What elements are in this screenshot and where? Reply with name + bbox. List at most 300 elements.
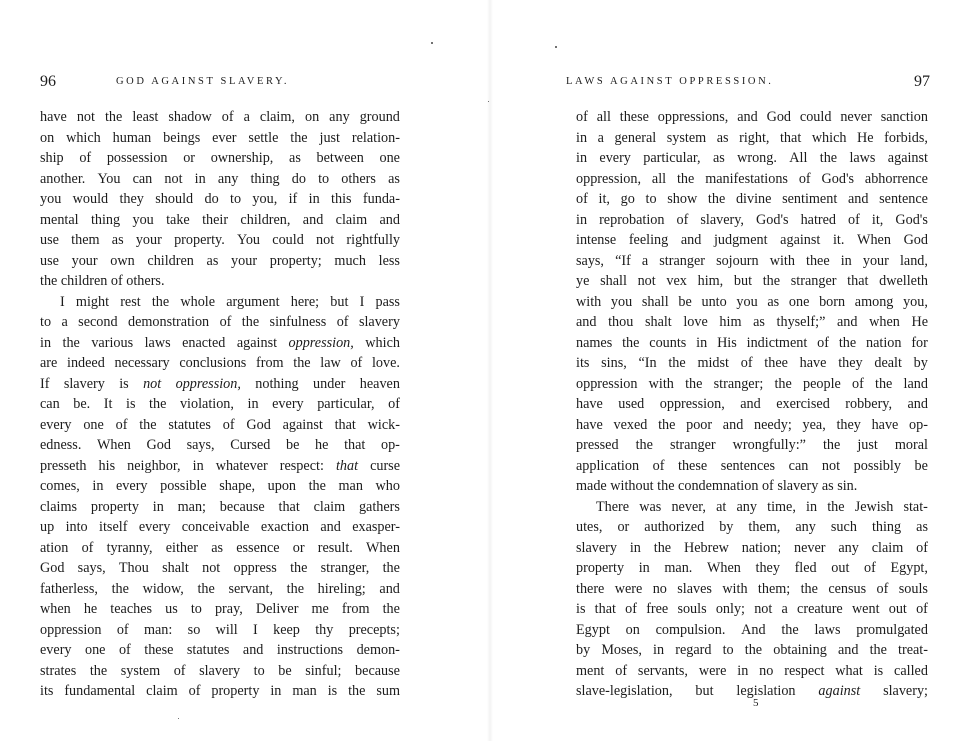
word: His bbox=[717, 334, 737, 351]
word: do bbox=[291, 170, 306, 187]
word: among bbox=[854, 293, 894, 310]
word: the bbox=[382, 560, 400, 576]
word: He bbox=[857, 129, 874, 146]
word: rest bbox=[120, 293, 141, 310]
word: no bbox=[759, 662, 774, 679]
word: oppression, bbox=[659, 396, 725, 412]
word: when bbox=[869, 314, 900, 330]
word: enacted bbox=[182, 334, 226, 351]
word: sentiment bbox=[782, 191, 838, 207]
word: are bbox=[40, 355, 58, 371]
word: of bbox=[81, 539, 94, 556]
word: God bbox=[903, 232, 928, 248]
word: any bbox=[795, 519, 816, 535]
right-page-number: 97 bbox=[914, 73, 930, 90]
word: of bbox=[916, 601, 928, 617]
word: a bbox=[641, 252, 649, 269]
text-line bbox=[576, 230, 928, 251]
word: the bbox=[707, 191, 726, 207]
word: in bbox=[194, 170, 206, 187]
word: as bbox=[916, 519, 928, 535]
word: obtaining bbox=[773, 642, 827, 658]
word: that bbox=[334, 416, 356, 433]
word: vex bbox=[666, 273, 687, 289]
word: might bbox=[75, 293, 110, 310]
word: the bbox=[762, 273, 781, 289]
word: for bbox=[911, 334, 928, 351]
text-line bbox=[40, 415, 400, 436]
word: your bbox=[135, 232, 162, 248]
word: in bbox=[629, 539, 641, 556]
word: you, bbox=[252, 191, 278, 207]
word: on bbox=[625, 621, 640, 638]
text-line bbox=[576, 271, 928, 292]
word: statutes bbox=[186, 642, 230, 658]
word: any bbox=[217, 170, 239, 187]
word: or bbox=[292, 539, 305, 556]
word: right, bbox=[739, 129, 770, 146]
word: is bbox=[126, 396, 136, 412]
word: property. bbox=[174, 232, 225, 248]
word: they bbox=[119, 191, 144, 207]
word: with bbox=[769, 252, 795, 269]
word: which bbox=[811, 129, 847, 146]
text-line bbox=[40, 599, 400, 620]
word: every bbox=[138, 519, 171, 535]
word: in bbox=[576, 211, 588, 228]
word: Cursed bbox=[230, 437, 271, 453]
word: application bbox=[576, 457, 640, 474]
word: various bbox=[91, 334, 134, 351]
word: general bbox=[614, 129, 657, 146]
word: of bbox=[798, 170, 811, 187]
word: as bbox=[712, 150, 725, 166]
word: claim bbox=[313, 498, 346, 515]
word: slavery; bbox=[883, 683, 928, 699]
word: the bbox=[308, 478, 326, 494]
word: under bbox=[313, 375, 346, 392]
word: oppression, bbox=[288, 334, 354, 351]
word: sojourn bbox=[716, 252, 759, 269]
word: necessary bbox=[114, 355, 170, 371]
word: Egypt, bbox=[890, 560, 928, 576]
word: exercised bbox=[776, 396, 830, 412]
word: claim bbox=[146, 683, 178, 699]
word: as bbox=[211, 539, 224, 556]
word: the bbox=[111, 580, 129, 597]
word: property bbox=[211, 683, 260, 699]
word: All bbox=[789, 150, 808, 166]
text-line bbox=[40, 251, 400, 272]
word: the bbox=[781, 621, 799, 638]
word: any bbox=[329, 109, 350, 125]
word: every bbox=[116, 478, 148, 494]
text-line bbox=[576, 251, 928, 272]
word: the bbox=[676, 170, 695, 187]
word: of bbox=[336, 314, 349, 330]
text-line bbox=[576, 107, 928, 128]
word: shadow bbox=[168, 109, 212, 125]
word: thy bbox=[315, 621, 334, 638]
word: “If bbox=[615, 252, 631, 269]
word: take bbox=[166, 211, 190, 228]
word: one bbox=[84, 642, 106, 658]
word: ye bbox=[576, 273, 590, 289]
word: and bbox=[907, 396, 928, 412]
word: in bbox=[270, 683, 282, 699]
word: property bbox=[90, 498, 139, 515]
word: free bbox=[646, 601, 669, 617]
text-line bbox=[40, 353, 400, 374]
word: me bbox=[311, 601, 329, 617]
word: of bbox=[916, 539, 928, 556]
word: souls bbox=[677, 601, 707, 617]
word: sentence bbox=[879, 191, 928, 207]
word: with bbox=[648, 375, 674, 392]
word: the bbox=[838, 334, 857, 351]
word: the bbox=[869, 642, 887, 658]
text-line bbox=[576, 558, 928, 579]
word: they bbox=[836, 416, 861, 433]
text-line bbox=[40, 128, 400, 149]
word: slavery, bbox=[700, 211, 744, 228]
word: be bbox=[678, 293, 692, 310]
text-line bbox=[40, 538, 400, 559]
word: of bbox=[876, 580, 889, 597]
word: stranger, bbox=[320, 560, 370, 576]
word: with bbox=[576, 293, 602, 310]
word: He bbox=[911, 314, 928, 330]
word: never bbox=[793, 539, 826, 556]
word: and bbox=[837, 314, 858, 330]
word: upon bbox=[267, 478, 296, 494]
word: system bbox=[120, 662, 161, 679]
word: slave-legislation, bbox=[576, 683, 673, 699]
word: of bbox=[388, 396, 400, 412]
word: against bbox=[282, 416, 323, 433]
word: and bbox=[837, 642, 859, 658]
word: thing bbox=[90, 211, 121, 228]
word: Jewish bbox=[854, 498, 894, 515]
word: you bbox=[736, 293, 758, 310]
word: laws bbox=[144, 334, 171, 351]
word: op- bbox=[909, 416, 928, 433]
word: thee bbox=[806, 252, 830, 269]
word: of bbox=[848, 211, 860, 228]
word: of bbox=[625, 601, 637, 617]
word: it, bbox=[871, 211, 884, 228]
word: authorized bbox=[644, 519, 705, 535]
word: the bbox=[197, 580, 215, 597]
word: law bbox=[320, 355, 341, 371]
word: neighbor, bbox=[127, 457, 181, 474]
word: by bbox=[719, 519, 734, 535]
word: I bbox=[253, 621, 258, 638]
word: of bbox=[676, 211, 689, 228]
word: oppression, bbox=[576, 170, 642, 187]
word: every bbox=[599, 150, 631, 166]
word: the bbox=[290, 560, 308, 576]
word: in bbox=[840, 252, 852, 269]
word: use bbox=[40, 232, 59, 248]
signature-mark: 5 bbox=[753, 697, 759, 709]
word: Thou bbox=[118, 560, 149, 576]
word: census bbox=[828, 580, 867, 597]
word: hatred bbox=[800, 211, 837, 228]
word: fatherless, bbox=[40, 580, 98, 597]
left-page-number: 96 bbox=[40, 73, 56, 90]
left-page-text bbox=[40, 107, 400, 702]
word: these bbox=[144, 642, 174, 658]
word: Deliver bbox=[255, 601, 299, 617]
text-line bbox=[40, 558, 400, 579]
text-line: made without the condemnation of slavery as sin. bbox=[576, 478, 858, 494]
word: regard bbox=[675, 642, 712, 658]
word: settle bbox=[248, 129, 279, 146]
word: of bbox=[115, 416, 128, 433]
word: in bbox=[576, 150, 588, 166]
word: it, bbox=[598, 191, 610, 207]
word: indictment bbox=[746, 334, 808, 351]
text-line bbox=[576, 333, 928, 354]
text-line bbox=[40, 640, 400, 661]
word: intense bbox=[576, 232, 617, 248]
word: to bbox=[318, 170, 330, 187]
word: God bbox=[40, 560, 65, 576]
word: of bbox=[576, 109, 588, 125]
word: the bbox=[293, 355, 311, 371]
word: but bbox=[733, 273, 753, 289]
word: and bbox=[379, 211, 400, 228]
text-line bbox=[576, 128, 928, 149]
word: not bbox=[821, 457, 841, 474]
word: in bbox=[247, 396, 259, 412]
word: sins, bbox=[601, 355, 627, 371]
word: counts bbox=[649, 334, 687, 351]
word: never bbox=[840, 109, 872, 125]
word: a bbox=[781, 601, 788, 617]
word: midst bbox=[697, 355, 729, 371]
word: the bbox=[774, 375, 792, 392]
word: time, bbox=[767, 498, 796, 515]
word: least bbox=[132, 109, 159, 125]
word: respect bbox=[784, 662, 825, 679]
word: conceivable bbox=[181, 519, 250, 535]
ink-speck bbox=[178, 718, 179, 719]
word: particular, bbox=[317, 396, 375, 412]
word: divine bbox=[735, 191, 772, 207]
word: that bbox=[594, 601, 616, 617]
word: instructions bbox=[276, 642, 344, 658]
word: against bbox=[887, 150, 928, 166]
word: to bbox=[230, 191, 242, 207]
word: its bbox=[40, 683, 54, 699]
word: result. bbox=[317, 539, 353, 556]
left-running-title: GOD AGAINST SLAVERY. bbox=[116, 76, 290, 87]
word: as bbox=[289, 150, 301, 166]
text-line bbox=[576, 661, 928, 682]
word: ground bbox=[359, 109, 400, 125]
text-line bbox=[40, 169, 400, 190]
word: but bbox=[330, 293, 349, 310]
word: which bbox=[365, 334, 400, 351]
word: which bbox=[66, 129, 101, 146]
word: it. bbox=[832, 232, 845, 248]
word: in bbox=[653, 642, 665, 658]
word: any bbox=[838, 539, 859, 556]
word: man bbox=[338, 478, 363, 494]
word: born bbox=[819, 293, 846, 310]
word: fundamental bbox=[64, 683, 136, 699]
text-line bbox=[576, 579, 928, 600]
word: the bbox=[139, 416, 157, 433]
word: claim bbox=[335, 211, 368, 228]
word: You bbox=[237, 232, 261, 248]
word: any bbox=[736, 498, 757, 515]
word: op- bbox=[380, 437, 400, 453]
word: servant, bbox=[228, 580, 274, 597]
word: the bbox=[800, 580, 818, 597]
word: will bbox=[215, 621, 238, 638]
word: the bbox=[819, 150, 838, 166]
word: thou bbox=[608, 314, 634, 330]
word: children bbox=[147, 252, 194, 269]
word: When bbox=[706, 560, 741, 576]
word: stranger bbox=[790, 273, 837, 289]
word: have bbox=[576, 416, 603, 433]
word: to bbox=[190, 601, 202, 617]
word: up bbox=[40, 519, 55, 535]
word: others bbox=[341, 170, 376, 187]
word: that bbox=[278, 498, 300, 515]
ink-speck bbox=[488, 101, 489, 102]
word: all bbox=[596, 109, 611, 125]
word: says, bbox=[186, 437, 215, 453]
word: of bbox=[350, 355, 363, 371]
word: not bbox=[316, 232, 335, 248]
word: that bbox=[779, 129, 802, 146]
text-line bbox=[40, 374, 400, 395]
word: creature bbox=[797, 601, 843, 617]
word: them bbox=[71, 232, 100, 248]
word: and bbox=[680, 232, 702, 248]
word: as bbox=[111, 232, 124, 248]
word: slavery bbox=[199, 662, 241, 679]
word: claim bbox=[871, 539, 904, 556]
word: pray, bbox=[214, 601, 243, 617]
word: God bbox=[246, 416, 271, 433]
word: in bbox=[576, 129, 588, 146]
word: keep bbox=[273, 621, 300, 638]
word: in bbox=[152, 498, 164, 515]
word: show bbox=[667, 191, 698, 207]
word: demonstration bbox=[127, 314, 210, 330]
word: the bbox=[653, 539, 672, 556]
word: they bbox=[755, 560, 780, 576]
word: not bbox=[202, 560, 221, 576]
word: nation; bbox=[741, 539, 782, 556]
word: in bbox=[737, 662, 749, 679]
text-line bbox=[576, 353, 928, 374]
word: the bbox=[151, 293, 170, 310]
word: of bbox=[864, 560, 876, 576]
word: the bbox=[382, 601, 400, 617]
word: your bbox=[862, 252, 889, 269]
word: God bbox=[766, 109, 792, 125]
word: indeed bbox=[67, 355, 105, 371]
word: compulsion. bbox=[655, 621, 726, 638]
text-line bbox=[576, 517, 928, 538]
word: stat- bbox=[903, 498, 928, 515]
word: essence bbox=[236, 539, 280, 556]
word: dwelleth bbox=[879, 273, 928, 289]
word: God's bbox=[756, 211, 789, 228]
word: comes, bbox=[40, 478, 80, 494]
word: forbids, bbox=[884, 129, 928, 146]
word: one bbox=[379, 150, 400, 166]
word: a bbox=[243, 109, 250, 125]
word: the bbox=[104, 109, 123, 125]
word: and bbox=[576, 314, 597, 330]
word: in bbox=[40, 334, 52, 351]
word: stranger bbox=[659, 252, 705, 269]
word: thing bbox=[250, 170, 280, 187]
word: own bbox=[110, 252, 135, 269]
word: is bbox=[327, 683, 338, 699]
word: claims bbox=[40, 498, 78, 515]
word: the bbox=[62, 334, 80, 351]
word: and bbox=[242, 642, 264, 658]
word: into bbox=[65, 519, 88, 535]
word: poor bbox=[686, 416, 713, 433]
word: pass bbox=[375, 293, 400, 310]
word: sum bbox=[376, 683, 400, 699]
text-line bbox=[40, 579, 400, 600]
word: When bbox=[857, 232, 891, 248]
word: man: bbox=[143, 621, 173, 638]
word: you, bbox=[903, 293, 928, 310]
word: out bbox=[888, 601, 907, 617]
word: It bbox=[103, 396, 113, 412]
word: the bbox=[822, 437, 841, 453]
word: or bbox=[617, 519, 630, 535]
word: ship bbox=[40, 150, 64, 166]
text-line bbox=[40, 107, 400, 128]
word: was bbox=[639, 498, 662, 515]
word: love bbox=[683, 314, 708, 330]
word: gathers bbox=[358, 498, 400, 515]
word: property bbox=[576, 560, 625, 576]
word: can bbox=[132, 170, 153, 187]
word: thee bbox=[764, 355, 788, 371]
word: on bbox=[40, 129, 55, 146]
word: he bbox=[315, 437, 329, 453]
word: with bbox=[722, 580, 748, 597]
text-line bbox=[576, 620, 928, 641]
text-line bbox=[576, 374, 928, 395]
word: them, bbox=[748, 519, 781, 535]
word: I bbox=[60, 293, 65, 310]
word: of bbox=[740, 355, 753, 371]
text-line bbox=[40, 476, 400, 497]
word: out bbox=[831, 560, 850, 576]
word: and bbox=[737, 109, 758, 125]
word: Hebrew bbox=[683, 539, 729, 556]
text-line bbox=[40, 312, 400, 333]
word: to bbox=[253, 662, 265, 679]
word: widow, bbox=[142, 580, 184, 597]
word: do bbox=[204, 191, 219, 207]
